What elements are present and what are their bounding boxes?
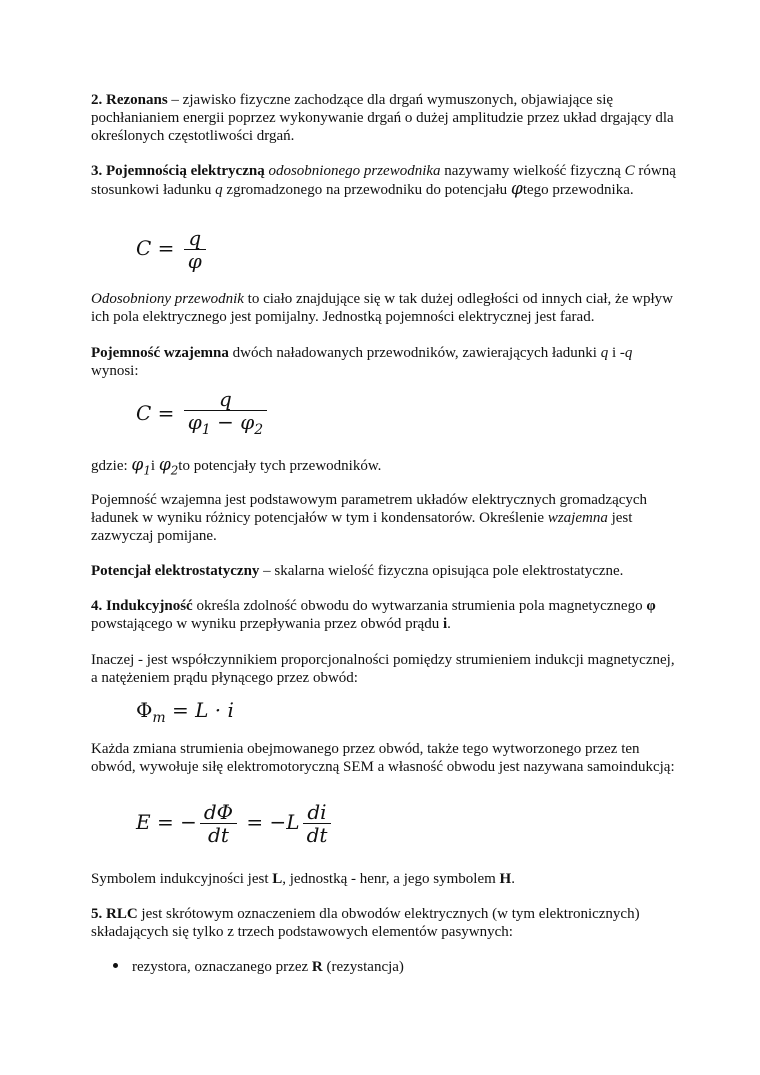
- formula-flux: [136, 698, 234, 727]
- formula-capacitance: [136, 226, 209, 273]
- section-number: 2.: [91, 92, 103, 108]
- text-run: wynosi:: [91, 363, 139, 379]
- subscript: m: [152, 710, 166, 726]
- term-pojemnosc: Pojemnością elektryczną: [106, 163, 265, 179]
- fraction-denominator: φ: [187, 249, 202, 273]
- symbol-l: L: [272, 871, 283, 887]
- subscript: 2: [170, 463, 179, 478]
- text-run: powstającego w wyniku przepływania przez obwód prądu: [91, 616, 443, 632]
- term-rezonans: Rezonans: [106, 92, 168, 108]
- formula-lhs: C =: [136, 401, 175, 425]
- text-run: .: [447, 616, 451, 632]
- section-number: 3.: [91, 163, 103, 179]
- formula-mutual-capacitance: [136, 387, 270, 439]
- odosobniony-definition: to ciało znajdujące się w tak dużej odległości od innych ciał, że wpływ ich pola elektrycznego jest pomijalny. Jednostką pojemności elektrycznej jest farad.: [91, 291, 673, 325]
- term-rlc: RLC: [106, 906, 138, 922]
- paragraph-rezonans: [91, 91, 681, 145]
- text-run: jest skrótowym oznaczeniem dla obwodów elektrycznych (w tym elektronicznych) składających się tylko z trzech podstawowych elementów pasywnych:: [91, 906, 640, 940]
- phi-symbol: φ: [131, 455, 144, 475]
- fraction-numerator: q: [184, 229, 206, 250]
- formula-rhs: = L · i: [165, 698, 234, 722]
- symbol-r: R: [311, 959, 323, 975]
- italic-phrase: odosobnionego przewodnika: [268, 163, 441, 179]
- text-run: , jednostką - henr, a jego symbolem: [282, 871, 500, 887]
- text-run: (rezystancja): [322, 959, 404, 975]
- bullet-icon: [113, 963, 118, 968]
- text-run: określa zdolność obwodu do wytwarzania strumienia pola magnetycznego: [192, 598, 647, 614]
- symbol-phi: φ: [510, 179, 523, 199]
- subscript: 1: [143, 463, 151, 478]
- paragraph-gdzie: [91, 456, 681, 479]
- paragraph-odosobniony: [91, 290, 681, 326]
- italic-word: wzajemna: [547, 510, 608, 526]
- symbol-phi-2: [158, 455, 179, 478]
- text-run: to potencjały tych przewodników.: [178, 458, 382, 474]
- term-indukcyjnosc: Indukcyjność: [106, 598, 193, 614]
- text-run: Inaczej - jest współczynnikiem proporcjonalności pomiędzy strumieniem indukcji magnetycznej, a natężeniem prądu płynącego przez obwód:: [91, 652, 675, 686]
- phi-symbol: φ: [187, 410, 202, 434]
- list-item: [113, 958, 404, 976]
- phi-symbol: φ: [240, 410, 255, 434]
- symbol-q: q: [600, 345, 609, 361]
- rezonans-definition: – zjawisko fizyczne zachodzące dla drgań wymuszonych, objawiające się pochłanianiem energii poprzez wykonywanie drgań o dużej amplitudzie przez układ drgający dla określonych częstotliwości drgań.: [91, 92, 674, 144]
- text-run: zgromadzonego na przewodniku do potencjału: [222, 182, 511, 198]
- paragraph-rlc: [91, 905, 681, 941]
- text-run: gdzie:: [91, 458, 132, 474]
- symbol-minus-q: -q: [619, 345, 633, 361]
- text-run: Symbolem indukcyjności jest: [91, 871, 273, 887]
- potencjal-definition: – skalarna wielość fizyczna opisująca pole elektrostatyczne.: [259, 563, 624, 579]
- text-run: i: [608, 345, 620, 361]
- text-run: rezystora, oznaczanego przez: [132, 959, 312, 975]
- section-number: 5.: [91, 906, 103, 922]
- paragraph-kazda-zmiana: [91, 740, 681, 776]
- formula-fraction: [184, 226, 206, 273]
- text-run: jest zazwyczaj pomijane.: [91, 510, 633, 544]
- text-run: dwóch naładowanych przewodników, zawierających ładunki: [228, 345, 601, 361]
- symbol-phi-bold: φ: [646, 598, 656, 614]
- formula-lhs: C =: [136, 236, 175, 260]
- italic-term: Odosobniony przewodnik: [91, 291, 244, 307]
- term-wzajemna: Pojemność wzajemna: [91, 345, 229, 361]
- paragraph-wzajemna: [91, 344, 681, 380]
- text-run: i: [150, 458, 159, 474]
- text-run: .: [511, 871, 515, 887]
- formula-fraction-flux: [200, 800, 237, 847]
- text-run: Pojemność wzajemna jest podstawowym parametrem układów elektrycznych gromadzących ładunek w wyniku różnicy potencjałów w tym i kondensatorów. Określenie: [91, 492, 648, 526]
- fraction-denominator: dt: [306, 823, 328, 847]
- fraction-numerator: di: [303, 803, 332, 824]
- symbol-q: q: [215, 182, 223, 198]
- paragraph-indukcyjnosc: [91, 597, 681, 633]
- fraction-numerator: dΦ: [200, 803, 237, 824]
- paragraph-potencjal: [91, 562, 681, 580]
- fraction-numerator: q: [184, 390, 267, 411]
- phi-symbol: φ: [158, 455, 171, 475]
- text-run: Każda zmiana strumienia obejmowanego przez obwód, także tego wytworzonego przez ten obwód, wywołuje siłę elektromotoryczną SEM a własność obwodu jest nazywana samoindukcją:: [91, 741, 675, 775]
- flux-symbol: Φ: [136, 698, 153, 722]
- formula-fraction-current: [303, 800, 332, 847]
- formula-fraction: [184, 387, 267, 439]
- formula-lhs: E = −: [136, 810, 197, 834]
- fraction-denominator: dt: [208, 823, 229, 847]
- symbol-i-bold: i: [442, 616, 448, 632]
- fraction-denominator: [184, 411, 267, 439]
- subscript: 2: [254, 422, 264, 438]
- paragraph-pojemnosc: [91, 162, 681, 199]
- text-run: równą stosunkowi ładunku: [91, 163, 676, 198]
- formula-mid: = −L: [240, 810, 300, 834]
- paragraph-symbol: [91, 870, 681, 888]
- paragraph-inaczej: [91, 651, 681, 687]
- term-potencjal: Potencjał elektrostatyczny: [91, 563, 260, 579]
- formula-emf: [136, 800, 334, 847]
- symbol-phi-1: [131, 455, 151, 478]
- paragraph-wzajemna-parametr: [91, 491, 681, 545]
- symbol-c: C: [624, 163, 635, 179]
- section-number: 4.: [91, 598, 103, 614]
- text-run: tego przewodnika.: [522, 182, 634, 198]
- text-run: nazywamy wielkość fizyczną: [440, 163, 625, 179]
- subscript: 1: [201, 422, 211, 438]
- minus-operator: −: [210, 410, 241, 434]
- symbol-h: H: [499, 871, 512, 887]
